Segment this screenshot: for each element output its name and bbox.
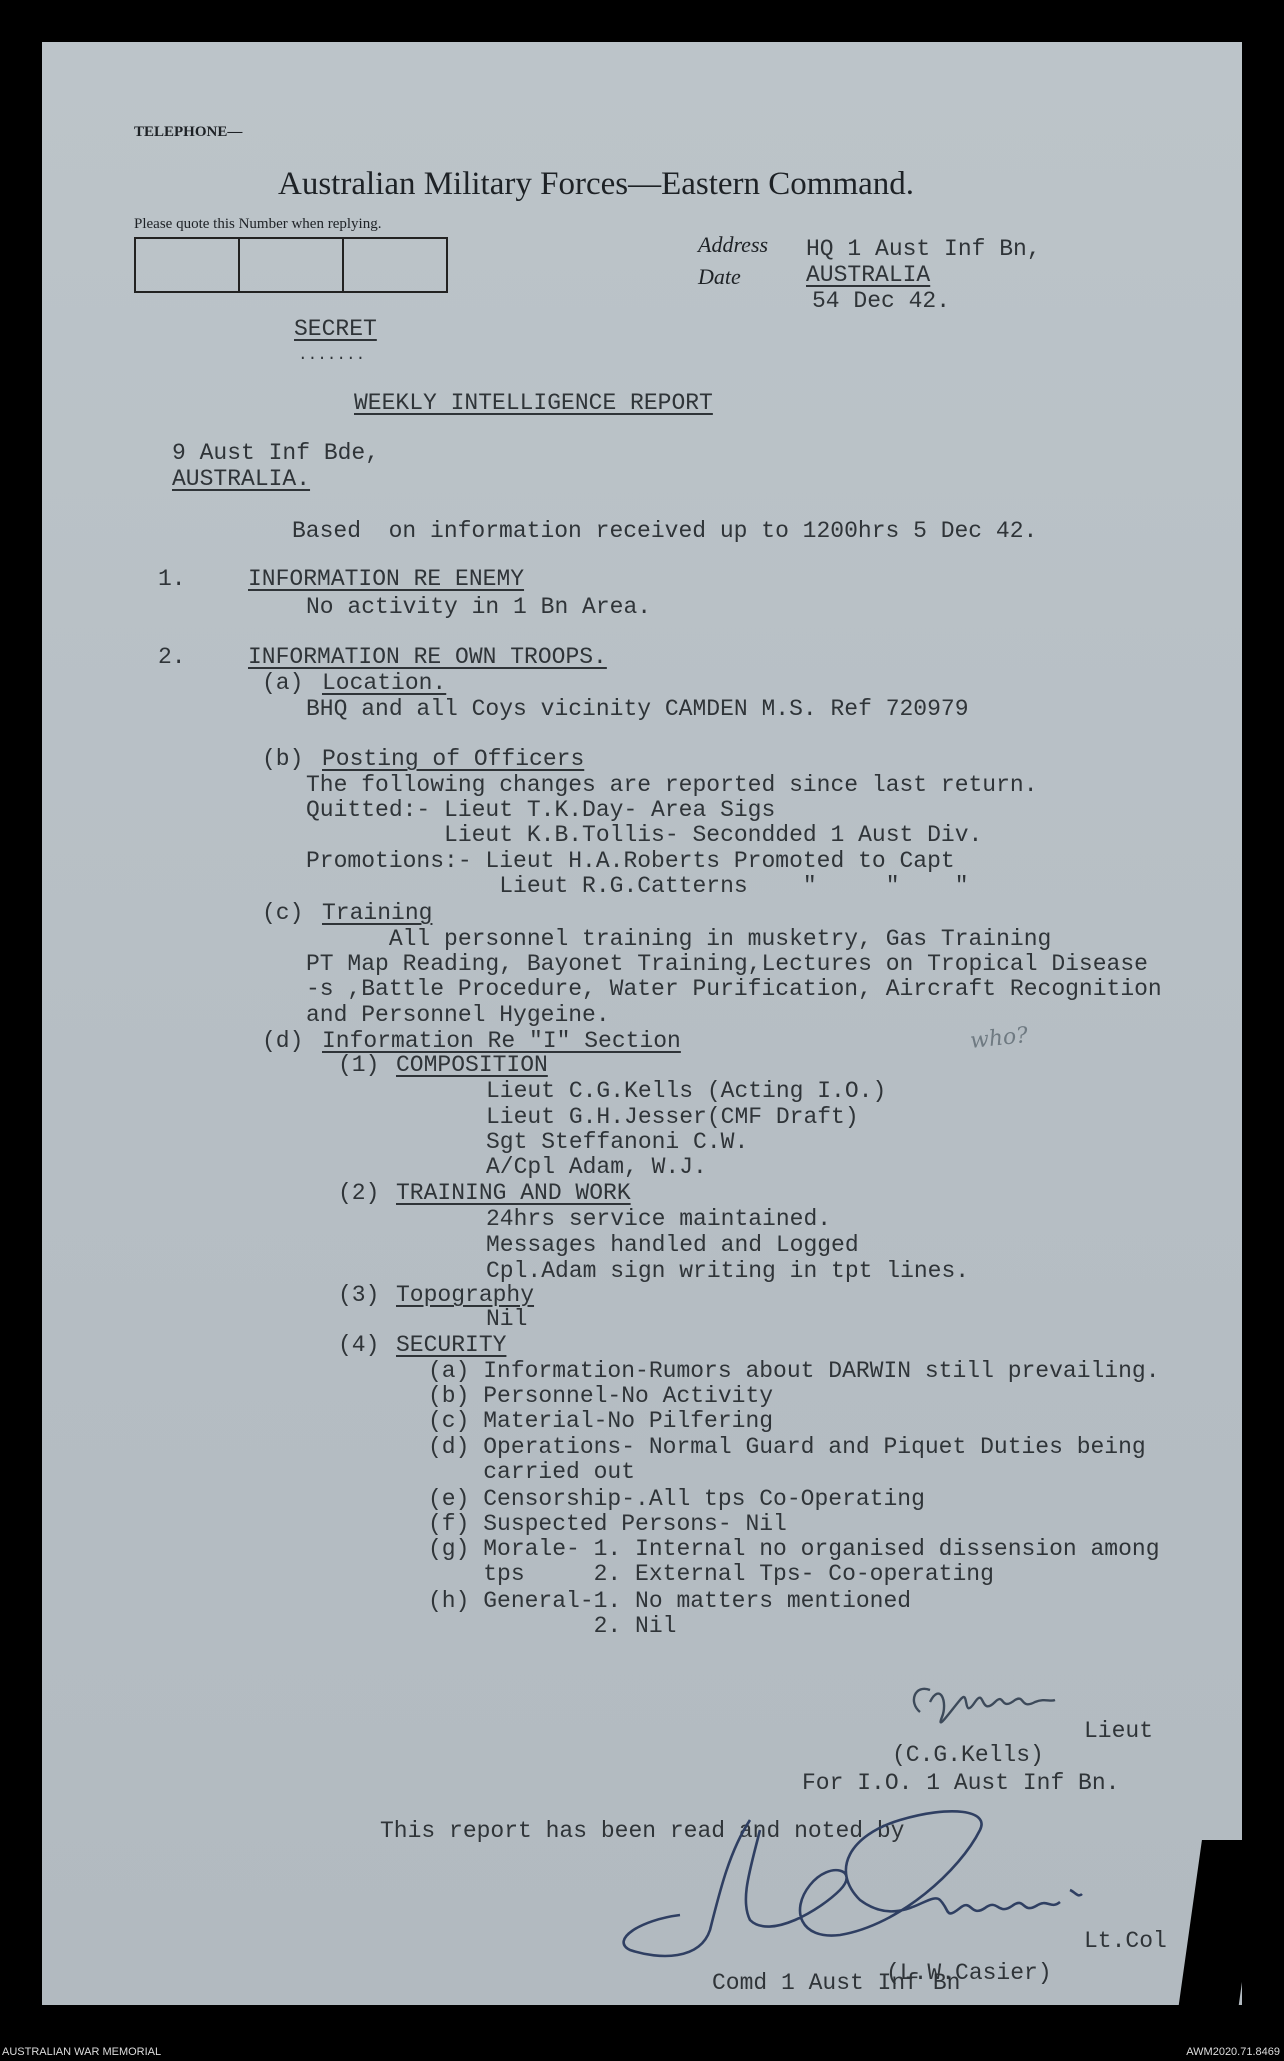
composition-line: Lieut G.H.Jesser(CMF Draft) xyxy=(486,1104,859,1130)
reference-number-box xyxy=(134,237,448,293)
subsection-d-label: (d) xyxy=(262,1028,304,1054)
training-line: -s ,Battle Procedure, Water Purification, Aircraft Recognition xyxy=(306,976,1162,1002)
signature2-name: (L.W.Casier) xyxy=(886,1960,1052,1986)
training-line: PT Map Reading, Bayonet Training,Lectures on Tropical Disease xyxy=(306,951,1148,977)
reference-cell xyxy=(136,239,240,291)
section1-number: 1. xyxy=(158,566,186,592)
item-d4-title: SECURITY xyxy=(396,1332,507,1358)
item-d2-title: TRAINING AND WORK xyxy=(396,1180,631,1206)
security-line: (b) Personnel-No Activity xyxy=(428,1383,774,1409)
signature1-role: For I.O. 1 Aust Inf Bn. xyxy=(802,1770,1120,1796)
composition-line: Sgt Steffanoni C.W. xyxy=(486,1129,749,1155)
signature1-name: (C.G.Kells) xyxy=(892,1742,1044,1768)
item-d4-label: (4) xyxy=(338,1332,380,1358)
handwritten-margin-note: who? xyxy=(968,1023,1030,1054)
section2-title: INFORMATION RE OWN TROOPS. xyxy=(248,644,607,670)
intro-line: Based on information received up to 1200hrs 5 Dec 42. xyxy=(292,518,1038,544)
footer-accession-number: AWM2020.71.8469 xyxy=(1186,2046,1280,2058)
composition-line: A/Cpl Adam, W.J. xyxy=(486,1154,707,1180)
subsection-a-title: Location. xyxy=(322,670,447,696)
document-page xyxy=(42,42,1242,2005)
security-line: 2. Nil xyxy=(428,1613,677,1639)
date-value: 54 Dec 42. xyxy=(812,288,951,314)
work-line: Cpl.Adam sign writing in tpt lines. xyxy=(486,1258,970,1284)
noted-by-line: This report has been read and noted by xyxy=(380,1818,905,1844)
security-line: (g) Morale- 1. Internal no organised dissension among xyxy=(428,1536,1160,1562)
signature2-rank: Lt.Col xyxy=(1084,1928,1167,1954)
security-line: carried out xyxy=(428,1459,636,1485)
letterhead-title: Australian Military Forces—Eastern Command. xyxy=(278,166,915,202)
security-line: (c) Material-No Pilfering xyxy=(428,1408,774,1434)
section1-text: No activity in 1 Bn Area. xyxy=(306,594,652,620)
section1-title: INFORMATION RE ENEMY xyxy=(248,566,525,592)
section2-number: 2. xyxy=(158,644,186,670)
posting-line: Lieut K.B.Tollis- Secondded 1 Aust Div. xyxy=(306,822,983,848)
signature1-rank: Lieut xyxy=(1084,1718,1154,1744)
item-d1-label: (1) xyxy=(338,1052,380,1078)
posting-line: Promotions:- Lieut H.A.Roberts Promoted to Capt xyxy=(306,848,955,874)
item-d3-title: Topography xyxy=(396,1282,535,1308)
posting-line: Quitted:- Lieut T.K.Day- Area Sigs xyxy=(306,797,776,823)
handwritten-signature-kells xyxy=(900,1672,1060,1742)
item-d3-label: (3) xyxy=(338,1282,380,1308)
security-line: (d) Operations- Normal Guard and Piquet Duties being xyxy=(428,1434,1146,1460)
training-line: and Personnel Hygeine. xyxy=(306,1002,610,1028)
reference-cell xyxy=(240,239,344,291)
subsection-b-label: (b) xyxy=(262,746,304,772)
classification-secret: SECRET xyxy=(294,316,377,342)
recipient-line1: 9 Aust Inf Bde, xyxy=(172,440,380,466)
security-line: (a) Information-Rumors about DARWIN still prevailing. xyxy=(428,1358,1160,1384)
subsection-d-title: Information Re "I" Section xyxy=(322,1028,681,1054)
subsection-c-label: (c) xyxy=(262,900,304,926)
security-line: tps 2. External Tps- Co-operating xyxy=(428,1561,994,1587)
work-line: Messages handled and Logged xyxy=(486,1232,859,1258)
date-line-country: AUSTRALIA xyxy=(806,262,931,288)
subsection-a-text: BHQ and all Coys vicinity CAMDEN M.S. Ref 720979 xyxy=(306,696,969,722)
security-line: (e) Censorship-.All tps Co-Operating xyxy=(428,1486,925,1512)
composition-line: Lieut C.G.Kells (Acting I.O.) xyxy=(486,1078,887,1104)
report-title: WEEKLY INTELLIGENCE REPORT xyxy=(354,390,713,416)
posting-line: The following changes are reported since last return. xyxy=(306,772,1038,798)
reference-cell xyxy=(344,239,446,291)
work-line: 24hrs service maintained. xyxy=(486,1206,832,1232)
telephone-label: TELEPHONE— xyxy=(134,124,243,140)
subsection-b-title: Posting of Officers xyxy=(322,746,585,772)
subsection-c-title: Training xyxy=(322,900,433,926)
address-label: Address xyxy=(698,232,769,257)
footer-institution: AUSTRALIAN WAR MEMORIAL xyxy=(2,2046,162,2058)
security-line: (f) Suspected Persons- Nil xyxy=(428,1511,787,1537)
signature2-role: Comd 1 Aust Inf Bn xyxy=(712,1970,961,1996)
topography-text: Nil xyxy=(486,1306,528,1332)
security-line: (h) General-1. No matters mentioned xyxy=(428,1588,912,1614)
posting-line: Lieut R.G.Catterns " " " xyxy=(306,873,969,899)
dotted-separator: ....... xyxy=(298,346,366,364)
address-value: HQ 1 Aust Inf Bn, xyxy=(806,236,1041,262)
recipient-line2: AUSTRALIA. xyxy=(172,466,311,492)
item-d2-label: (2) xyxy=(338,1180,380,1206)
subsection-a-label: (a) xyxy=(262,670,304,696)
training-line: All personnel training in musketry, Gas Training xyxy=(306,926,1052,952)
item-d1-title: COMPOSITION xyxy=(396,1052,548,1078)
date-label: Date xyxy=(698,264,741,289)
quote-note: Please quote this Number when replying. xyxy=(134,216,382,232)
